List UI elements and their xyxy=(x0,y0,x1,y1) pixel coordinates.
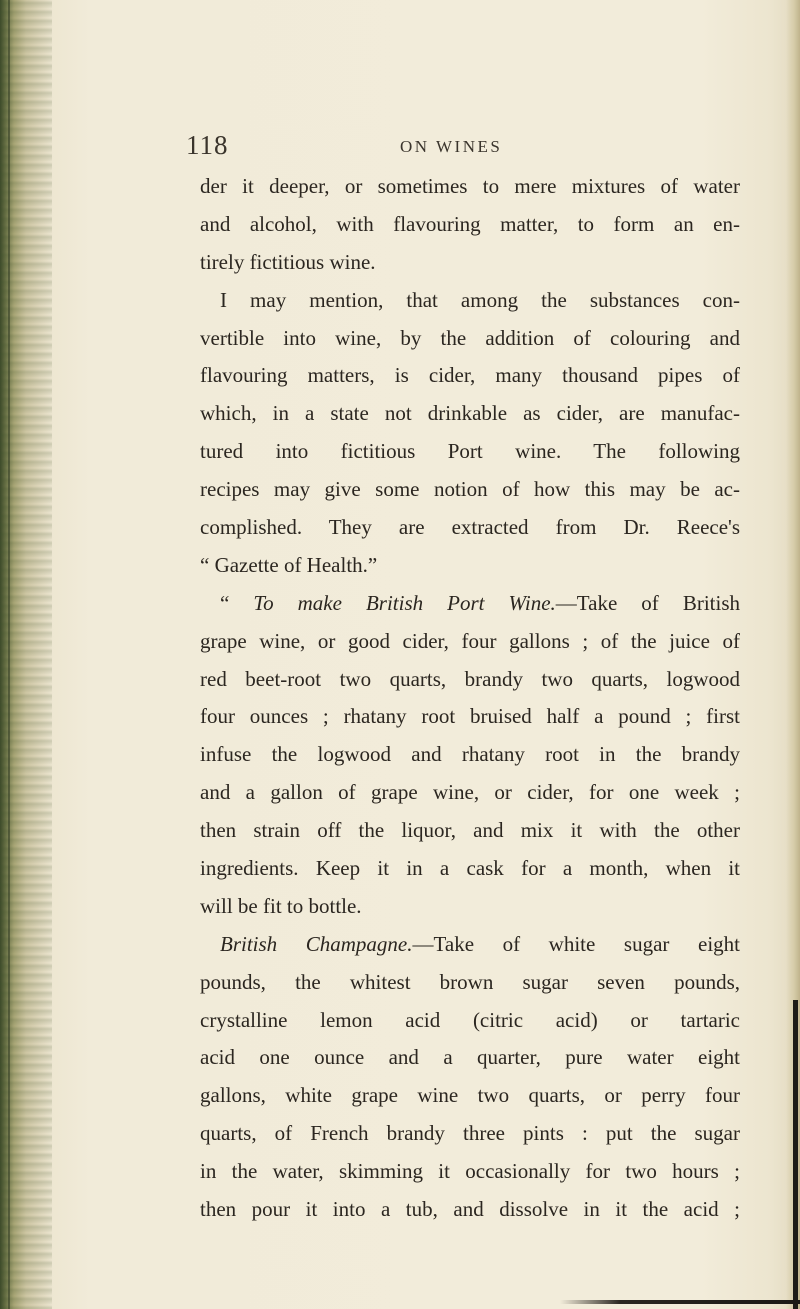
text-line: tirely fictitious wine. xyxy=(200,249,376,274)
page-right-edge-bar xyxy=(793,1000,798,1309)
text-line: “ Gazette of Health.” xyxy=(200,552,378,577)
recipe-heading-rest: —Take of British xyxy=(555,590,741,615)
quote-mark: “ xyxy=(220,590,254,615)
text-line: vertible into wine, by the addition of colouring and xyxy=(200,325,740,350)
text-line: gallons, white grape wine two quarts, or perry four xyxy=(200,1083,740,1108)
page-number: 118 xyxy=(186,130,229,160)
recipe-title-port-wine: To make British Port Wine. xyxy=(253,590,556,615)
text-line: I may mention, that among the substances con- xyxy=(220,287,740,312)
recipe-heading-champagne xyxy=(200,926,740,964)
recipe-title-champagne: British Champagne. xyxy=(220,931,413,956)
text-line: infuse the logwood and rhatany root in the brandy xyxy=(200,742,740,767)
text-line: and a gallon of grape wine, or cider, for one week ; xyxy=(200,780,740,805)
page-header xyxy=(0,130,800,170)
text-line: and alcohol, with flavouring matter, to form an en- xyxy=(200,211,740,236)
text-line: which, in a state not drinkable as cider, are manufac- xyxy=(200,401,740,426)
text-line: red beet-root two quarts, brandy two quarts, logwood xyxy=(200,666,740,691)
text-line: pounds, the whitest brown sugar seven pounds, xyxy=(200,969,740,994)
text-line: acid one ounce and a quarter, pure water eight xyxy=(200,1045,740,1070)
text-line: complished. They are extracted from Dr. Reece's xyxy=(200,515,740,540)
text-line: grape wine, or good cider, four gallons ; of the juice of xyxy=(200,628,740,653)
text-line: in the water, skimming it occasionally for two hours ; xyxy=(200,1159,740,1184)
text-line: recipes may give some notion of how this may be ac- xyxy=(200,477,740,502)
text-line: then pour it into a tub, and dissolve in it the acid ; xyxy=(200,1197,740,1222)
text-line: four ounces ; rhatany root bruised half a pound ; first xyxy=(200,704,740,729)
text-line: ingredients. Keep it in a cask for a month, when it xyxy=(200,856,740,881)
body-text xyxy=(200,168,740,1229)
text-line: crystalline lemon acid (citric acid) or tartaric xyxy=(200,1007,740,1032)
text-line: will be fit to bottle. xyxy=(200,893,362,918)
text-line: der it deeper, or sometimes to mere mixtures of water xyxy=(200,174,740,198)
page-bottom-edge-line xyxy=(560,1300,800,1304)
text-line: flavouring matters, is cider, many thousand pipes of xyxy=(200,363,740,388)
running-head: ON WINES xyxy=(400,137,503,156)
text-line: then strain off the liquor, and mix it with the other xyxy=(200,818,740,843)
text-line: tured into fictitious Port wine. The following xyxy=(200,439,740,464)
binding-edge-line xyxy=(8,0,10,1309)
text-line: quarts, of French brandy three pints : put the sugar xyxy=(200,1121,740,1146)
recipe-heading-port-wine xyxy=(200,585,740,623)
recipe-heading-rest: —Take of white sugar eight xyxy=(412,931,740,956)
